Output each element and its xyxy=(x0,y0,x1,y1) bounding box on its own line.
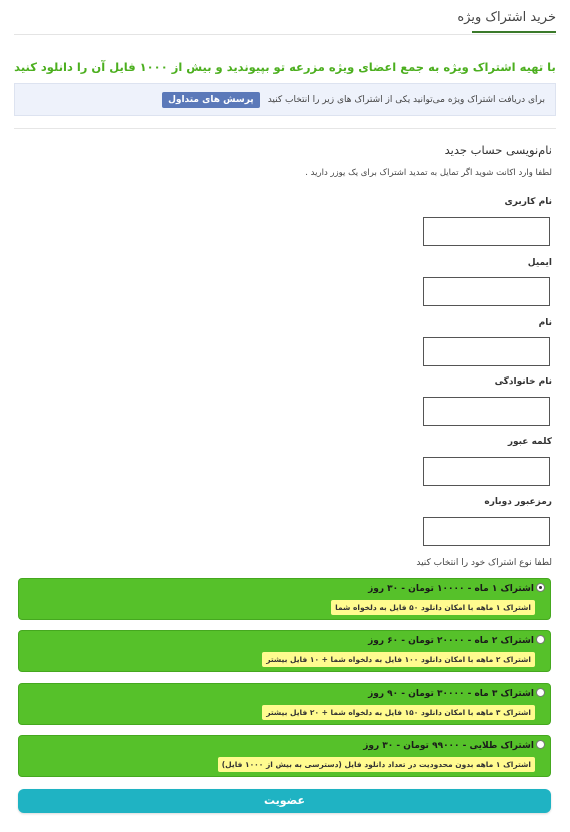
password-label: کلمه عبور xyxy=(507,437,552,447)
register-subtitle: لطفا وارد اکانت شوید اگر تمایل به تمدید اشتراک برای یک یوزر دارید . xyxy=(305,168,552,178)
username-label: نام کاربری xyxy=(504,197,552,207)
email-input[interactable] xyxy=(423,277,550,306)
plan-radio-1[interactable] xyxy=(536,583,545,592)
section-divider xyxy=(14,128,556,129)
plan-title: اشتراک ۱ ماه - ۱۰۰۰۰ تومان - ۳۰ روز xyxy=(368,584,534,594)
password-input[interactable] xyxy=(423,457,550,486)
page-title: خرید اشتراک ویژه xyxy=(457,10,556,25)
last-name-input[interactable] xyxy=(423,397,550,426)
submit-button[interactable]: عضویت xyxy=(18,789,551,813)
plan-radio-2[interactable] xyxy=(536,635,545,644)
first-name-label: نام xyxy=(538,318,552,328)
faq-button[interactable]: پرسش های متداول xyxy=(162,92,260,108)
plan-option-2[interactable] xyxy=(18,630,551,672)
plan-option-1[interactable] xyxy=(18,578,551,620)
plan-option-3[interactable] xyxy=(18,683,551,725)
plan-radio-3[interactable] xyxy=(536,688,545,697)
plan-title: اشتراک ۲ ماه - ۲۰۰۰۰ تومان - ۶۰ روز xyxy=(368,636,534,646)
plan-description: اشتراک ۱ ماهه با امکان دانلود ۵۰ فایل به دلخواه شما xyxy=(331,600,535,615)
header-divider xyxy=(14,34,556,35)
promo-text: با تهیه اشتراک ویژه به جمع اعضای ویژه مزرعه تو بپیوندید و بیش از ۱۰۰۰ فایل آن را دانلود کنید xyxy=(14,60,556,74)
plan-title: اشتراک ۳ ماه - ۳۰۰۰۰ تومان - ۹۰ روز xyxy=(368,689,534,699)
last-name-label: نام خانوادگی xyxy=(494,377,552,387)
plan-description: اشتراک ۳ ماهه با امکان دانلود ۱۵۰ فایل به دلخواه شما + ۲۰ فایل بیشتر xyxy=(262,705,535,720)
plan-title: اشتراک طلایی - ۹۹۰۰۰ تومان - ۳۰ روز xyxy=(363,741,534,751)
first-name-input[interactable] xyxy=(423,337,550,366)
choose-plan-text: لطفا نوع اشتراک خود را انتخاب کنید xyxy=(416,558,552,568)
password-repeat-input[interactable] xyxy=(423,517,550,546)
password-repeat-label: رمزعبور دوباره xyxy=(484,497,552,507)
plan-description: اشتراک ۲ ماهه با امکان دانلود ۱۰۰ فایل به دلخواه شما + ۱۰ فایل بیشتر xyxy=(262,652,535,667)
plan-radio-4[interactable] xyxy=(536,740,545,749)
username-input[interactable] xyxy=(423,217,550,246)
register-title: نام‌نویسی حساب جدید xyxy=(444,143,552,157)
title-underline xyxy=(472,31,556,33)
info-box xyxy=(14,83,556,116)
info-text: برای دریافت اشتراک ویژه می‌توانید یکی از اشتراک های زیر را انتخاب کنید xyxy=(267,94,545,105)
plan-description: اشتراک ۱ ماهه بدون محدودیت در تعداد دانلود فایل (دسترسی به بیش از ۱۰۰۰ فایل) xyxy=(218,757,535,772)
email-label: ایمیل xyxy=(527,258,552,268)
page-header xyxy=(457,10,556,33)
plan-option-4[interactable] xyxy=(18,735,551,777)
